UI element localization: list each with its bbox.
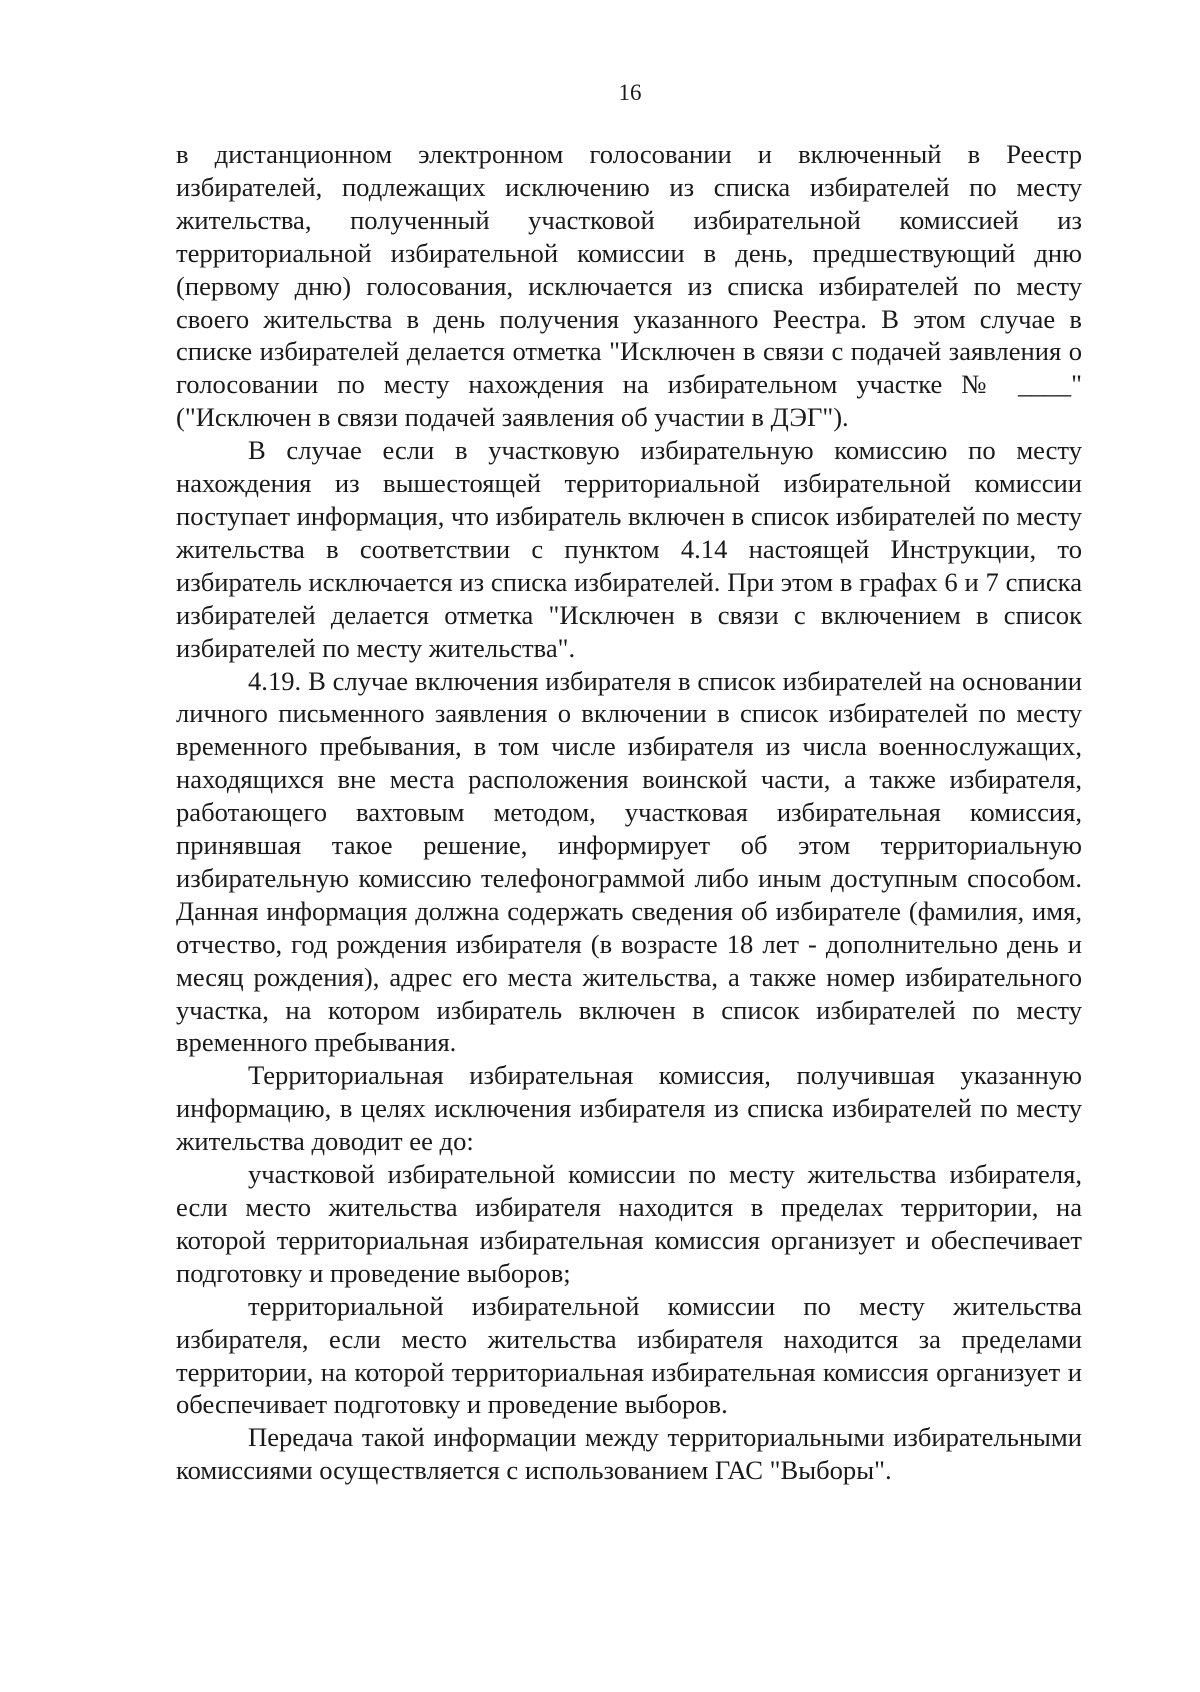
paragraph-exclusion-case: В случае если в участковую избирательную комиссию по месту нахождения из вышестоящей территориальной избирательной комиссии поступает информация, что избиратель включен в список избирателей по месту жительства в соответствии с пунктом 4.14 настоящей Инструкции, то избиратель исключается из списка избирателей. При этом в графах 6 и 7 списка избирателей делается отметка "Исключен в связи с включением в список избирателей по месту жительства". (176, 435, 1082, 663)
paragraph-territorial-commission: Территориальная избирательная комиссия, получившая указанную информацию, в целях исключения избирателя из списка избирателей по месту жительства доводит ее до: (176, 1060, 1082, 1157)
paragraph-gas-vybory: Передача такой информации между территориальными избирательными комиссиями осуществляется с использованием ГАС "Выборы". (176, 1422, 1082, 1486)
paragraph-continuation: в дистанционном электронном голосовании и включенный в Реестр избирателей, подлежащих исключению из списка избирателей по месту жительства, полученный участковой избирательной комиссией из территориальной избирательной комиссии в день, предшествующий дню (первому дню) голосования, исключается из списка избирателей по месту своего жительства в день получения указанного Реестра. В этом случае в списке избирателей делается отметка "Исключен в связи с подачей заявления о голосовании по месту нахождения на избирательном участке № ____" ("Исключен в связи подачей заявления об участии в ДЭГ"). (176, 139, 1082, 433)
page-number: 16 (618, 80, 642, 105)
document-body (176, 138, 1082, 1487)
paragraph-clause-4-19: 4.19. В случае включения избирателя в список избирателей на основании личного письменного заявления о включении в список избирателей по месту временного пребывания, в том числе избирателя из числа военнослужащих, находящихся вне места расположения воинской части, а также избирателя, работающего вахтовым методом, участковая избирательная комиссия, принявшая такое решение, информирует об этом территориальную избирательную комиссию телефонограммой либо иным доступным способом. Данная информация должна содержать сведения об избирателе (фамилия, имя, отчество, год рождения избирателя (в возрасте 18 лет - дополнительно день и месяц рождения), адрес его места жительства, а также номер избирательного участка, на котором избиратель включен в список избирателей по месту временного пребывания. (176, 665, 1082, 1058)
paragraph-precinct-commission: участковой избирательной комиссии по месту жительства избирателя, если место жительства избирателя находится в пределах территории, на которой территориальная избирательная комиссия организует и обеспечивает подготовку и проведение выборов; (176, 1159, 1082, 1288)
paragraph-other-territorial-commission: территориальной избирательной комиссии по месту жительства избирателя, если место жительства избирателя находится за пределами территории, на которой территориальная избирательная комиссия организует и обеспечивает подготовку и проведение выборов. (176, 1290, 1082, 1420)
